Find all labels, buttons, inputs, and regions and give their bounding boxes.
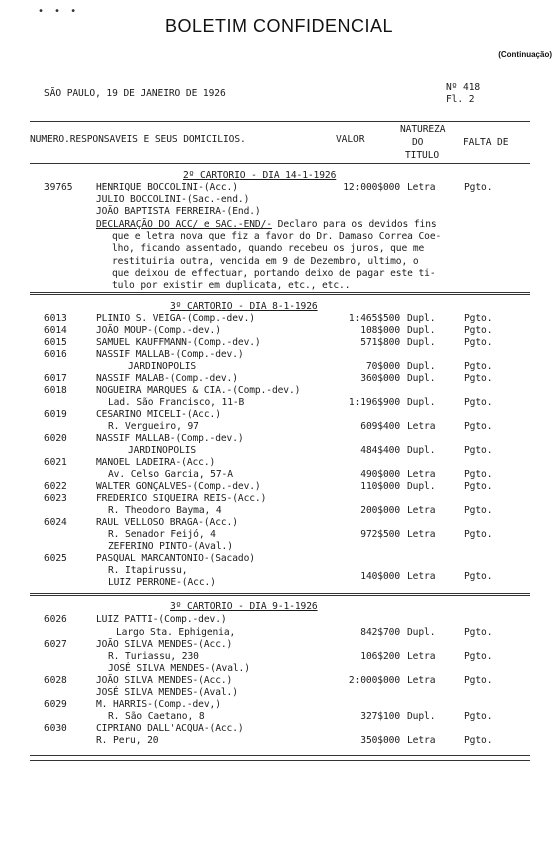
entry-nature: Dupl.	[407, 313, 436, 324]
entry-name: RAUL VELLOSO BRAGA-(Acc.)	[96, 517, 238, 528]
entry-number: 6024	[44, 517, 67, 528]
entry-nature: Dupl.	[407, 373, 436, 384]
col-header-falta: FALTA DE	[463, 137, 509, 148]
entry-address: Av. Celso Garcia, 57-A	[108, 469, 233, 480]
entry-reason: Pgto.	[464, 675, 493, 686]
entry-value: 327$100	[360, 711, 400, 722]
entry-number: 6017	[44, 373, 67, 384]
table-row	[0, 206, 558, 219]
entry-name: JOÃO SILVA MENDES-(Acc.)	[96, 639, 233, 650]
entry-name: ZEFERINO PINTO-(Aval.)	[108, 541, 233, 552]
entry-name: JOSÉ SILVA MENDES-(Aval.)	[96, 687, 238, 698]
entry-number: 6018	[44, 385, 67, 396]
entry-value: 350$000	[360, 735, 400, 746]
entry-reason: Pgto.	[464, 529, 493, 540]
entry-value: 2:000$000	[348, 675, 400, 686]
continuation-label: (Continuação)	[498, 50, 552, 59]
entry-nature: Letra	[407, 651, 436, 662]
table-row	[0, 735, 558, 748]
entry-reason: Pgto.	[464, 373, 493, 384]
entry-number: 6022	[44, 481, 67, 492]
entry-number: 6028	[44, 675, 67, 686]
date-line: SÃO PAULO, 19 DE JANEIRO DE 1926	[44, 88, 226, 99]
entry-name: CESARINO MICELI-(Acc.)	[96, 409, 221, 420]
entry-number: 6016	[44, 349, 67, 360]
entry-nature: Dupl.	[407, 445, 436, 456]
table-row	[0, 614, 558, 627]
entry-nature: Letra	[407, 469, 436, 480]
entry-name: NASSIF MALLAB-(Comp.-dev.)	[96, 349, 244, 360]
entry-nature: Letra	[407, 529, 436, 540]
col-header-natureza-3: TITULO	[405, 150, 440, 161]
entry-value: 609$400	[360, 421, 400, 432]
entry-reason: Pgto.	[464, 571, 493, 582]
entry-address: JARDINOPOLIS	[128, 445, 197, 456]
entry-nature: Letra	[407, 182, 436, 193]
declaration-line: tulo por existir em duplicata, etc., etc..	[112, 280, 351, 291]
entry-address: R. Peru, 20	[96, 735, 159, 746]
entry-address: Lad. São Francisco, 11-B	[108, 397, 245, 408]
entry-name: NASSIF MALLAB-(Comp.-dev.)	[96, 433, 244, 444]
col-header-numero: NUMERO.RESPONSAVEIS E SEUS DOMICILIOS.	[30, 134, 246, 145]
entry-number: 6027	[44, 639, 67, 650]
entry-nature: Letra	[407, 505, 436, 516]
declaration-line: restituiria outra, vencida em 9 de Dezembro, ultimo, o	[112, 256, 419, 267]
section-title-1: 2º CARTORIO - DIA 14-1-1926	[183, 170, 337, 181]
entry-value: 972$500	[360, 529, 400, 540]
entry-nature: Letra	[407, 735, 436, 746]
entry-nature: Dupl.	[407, 361, 436, 372]
entry-value: 490$000	[360, 469, 400, 480]
declaration-line: lho, ficando assentado, quando recebeu os juros, que me	[112, 243, 425, 254]
entry-number: 6015	[44, 337, 67, 348]
entry-name: PLINIO S. VEIGA-(Comp.-dev.)	[96, 313, 255, 324]
entry-value: 12:000$000	[343, 182, 400, 193]
entry-name: WALTER GONÇALVES-(Comp.-dev.)	[96, 481, 261, 492]
col-header-valor: VALOR	[336, 134, 365, 145]
entry-reason: Pgto.	[464, 421, 493, 432]
entry-reason: Pgto.	[464, 182, 493, 193]
section-title-2: 3º CARTORIO - DIA 8-1-1926	[170, 301, 318, 312]
entry-value: 1:196$900	[348, 397, 400, 408]
entry-name: JOÃO SILVA MENDES-(Acc.)	[96, 675, 233, 686]
entry-nature: Dupl.	[407, 337, 436, 348]
entry-value: 1:465$500	[348, 313, 400, 324]
entry-name: LUIZ PERRONE-(Acc.)	[108, 577, 216, 588]
entry-value: 842$700	[360, 627, 400, 638]
entry-nature: Dupl.	[407, 627, 436, 638]
entry-reason: Pgto.	[464, 313, 493, 324]
entry-name: CIPRIANO DALL'ACQUA-(Acc.)	[96, 723, 244, 734]
entry-value: 110$000	[360, 481, 400, 492]
document-title: BOLETIM CONFIDENCIAL	[164, 16, 394, 36]
entry-nature: Letra	[407, 675, 436, 686]
entry-name: FREDERICO SIQUEIRA REIS-(Acc.)	[96, 493, 267, 504]
entry-name: JOÃO MOUP-(Comp.-dev.)	[96, 325, 221, 336]
entry-value: 484$400	[360, 445, 400, 456]
entry-reason: Pgto.	[464, 469, 493, 480]
entry-number: 6025	[44, 553, 67, 564]
entry-name: MANOEL LADEIRA-(Acc.)	[96, 457, 216, 468]
entry-name: JULIO BOCCOLINI-(Sac.-end.)	[96, 194, 250, 205]
entry-address: R. São Caetano, 8	[108, 711, 205, 722]
col-header-natureza-1: NATUREZA	[400, 124, 446, 135]
header-dots: • • •	[38, 6, 79, 17]
sheet-number: Fl. 2	[446, 94, 475, 105]
entry-address: JARDINOPOLIS	[128, 361, 197, 372]
entry-nature: Letra	[407, 421, 436, 432]
declaration-line: DECLARAÇÃO DO ACC/ e SAC.-END/- Declaro para os devidos fins	[96, 219, 437, 230]
entry-reason: Pgto.	[464, 627, 493, 638]
bulletin-number: Nº 418	[446, 82, 481, 93]
entry-nature: Dupl.	[407, 711, 436, 722]
entry-reason: Pgto.	[464, 651, 493, 662]
entry-number: 39765	[44, 182, 73, 193]
entry-reason: Pgto.	[464, 505, 493, 516]
entry-number: 6019	[44, 409, 67, 420]
entry-nature: Dupl.	[407, 325, 436, 336]
footer-rule	[30, 755, 530, 756]
entry-name: SAMUEL KAUFFMANN-(Comp.-dev.)	[96, 337, 261, 348]
entry-name: M. HARRIS-(Comp.-dev,)	[96, 699, 221, 710]
entry-name: PASQUAL MARCANTONIO-(Sacado)	[96, 553, 255, 564]
entry-name: JOSÉ SILVA MENDES-(Aval.)	[108, 663, 250, 674]
entry-value: 200$000	[360, 505, 400, 516]
entry-reason: Pgto.	[464, 445, 493, 456]
entry-reason: Pgto.	[464, 337, 493, 348]
declaration-line: que e letra nova que fiz a favor do Dr. Damaso Correa Coe-	[112, 231, 442, 242]
entry-number: 6026	[44, 614, 67, 625]
entry-value: 571$800	[360, 337, 400, 348]
entry-number: 6029	[44, 699, 67, 710]
entry-address: Largo Sta. Ephigenia,	[116, 627, 236, 638]
entry-value: 360$000	[360, 373, 400, 384]
entry-number: 6014	[44, 325, 67, 336]
entry-reason: Pgto.	[464, 397, 493, 408]
entry-number: 6030	[44, 723, 67, 734]
entry-address: R. Theodoro Bayma, 4	[108, 505, 222, 516]
entry-number: 6013	[44, 313, 67, 324]
section-divider	[30, 292, 530, 295]
entry-value: 108$000	[360, 325, 400, 336]
header-top-rule	[30, 121, 530, 122]
entry-nature: Dupl.	[407, 481, 436, 492]
declaration-line: que deixou de effectuar, portando deixo de pagar este ti-	[112, 268, 436, 279]
entry-address: R. Vergueiro, 97	[108, 421, 199, 432]
section-title-3: 3º CARTORIO - DIA 9-1-1926	[170, 601, 318, 612]
footer-rule-2	[30, 760, 530, 761]
entry-name: LUIZ PATTI-(Comp.-dev.)	[96, 614, 227, 625]
section-divider	[30, 593, 530, 596]
entry-reason: Pgto.	[464, 481, 493, 492]
entry-name: NOGUEIRA MARQUES & CIA.-(Comp.-dev.)	[96, 385, 301, 396]
entry-name: NASSIF MALAB-(Comp.-dev.)	[96, 373, 238, 384]
entry-reason: Pgto.	[464, 325, 493, 336]
entry-value: 70$000	[365, 361, 400, 372]
entry-number: 6020	[44, 433, 67, 444]
entry-name: JOÃO BAPTISTA FERREIRA-(End.)	[96, 206, 261, 217]
entry-reason: Pgto.	[464, 735, 493, 746]
entry-address: R. Senador Feijó, 4	[108, 529, 216, 540]
entry-reason: Pgto.	[464, 361, 493, 372]
entry-value: 140$000	[360, 571, 400, 582]
header-bottom-rule	[30, 163, 530, 164]
col-header-natureza-2: DO	[412, 137, 424, 148]
entry-number: 6021	[44, 457, 67, 468]
entry-name: HENRIQUE BOCCOLINI-(Acc.)	[96, 182, 238, 193]
entry-nature: Letra	[407, 571, 436, 582]
entry-address: R. Itapirussu,	[108, 565, 188, 576]
entry-value: 106$200	[360, 651, 400, 662]
entry-number: 6023	[44, 493, 67, 504]
table-row	[0, 577, 558, 590]
entry-nature: Dupl.	[407, 397, 436, 408]
declaration-label: DECLARAÇÃO DO ACC/ e SAC.-END/-	[96, 219, 272, 230]
entry-reason: Pgto.	[464, 711, 493, 722]
entry-address: R. Turiassu, 230	[108, 651, 199, 662]
